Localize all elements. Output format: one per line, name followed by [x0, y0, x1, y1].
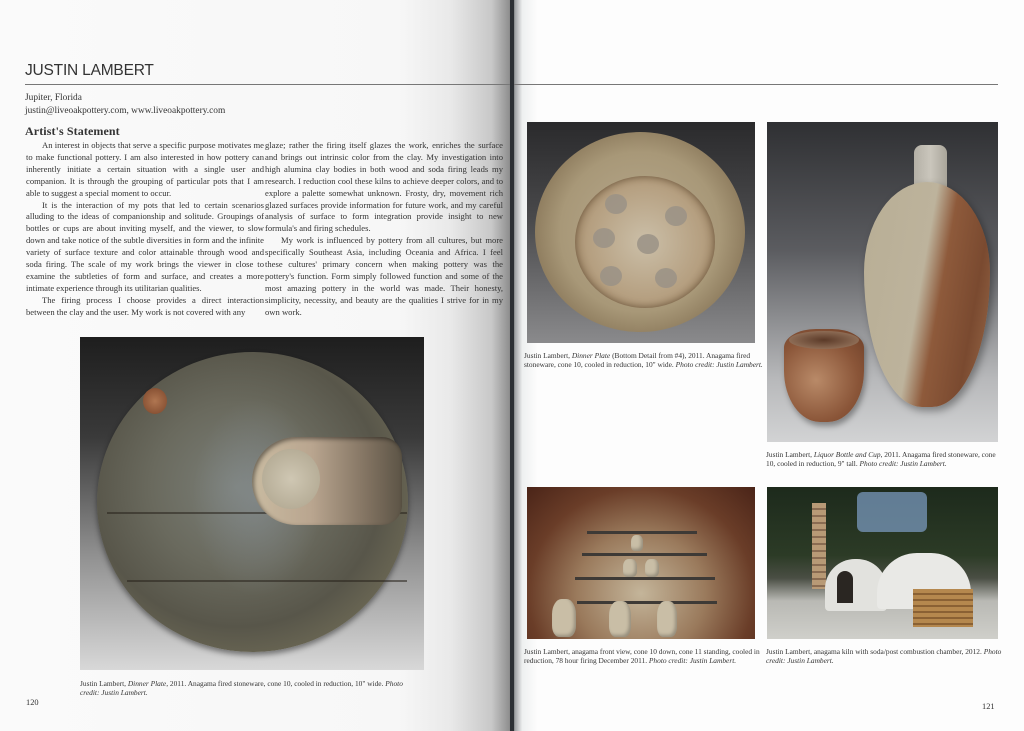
plate-mark — [655, 268, 677, 288]
kiln-shelf — [575, 577, 715, 580]
plate-spot — [143, 388, 167, 414]
statement-column-2 — [265, 140, 503, 319]
caption-credit: Photo credit: Justin Lambert. — [859, 459, 947, 469]
right-page — [512, 0, 1024, 731]
caption-title: Dinner Plate — [127, 679, 167, 688]
caption-credit: Photo credit: Justin Lambert. — [648, 656, 737, 666]
caption-dinner-plate — [80, 679, 420, 698]
paragraph: My work is influenced by pottery from all cultures, but more specifically Southeast Asia, including Oceania and Africa. I feel these cultures' primary concern when making pottery was the pottery's function. Form simply followed function and some of the most amazing pottery in the world was made. Their honesty, simplicity, necessity, and beauty are the qualities I strive for in my own work. — [265, 235, 503, 317]
kiln-shelf — [587, 531, 697, 534]
kiln-chimney — [812, 503, 826, 589]
kiln-pot — [631, 535, 643, 551]
photo-dinner-plate — [80, 337, 424, 670]
section-heading-artist-statement: Artist's Statement — [25, 124, 120, 138]
bottle-body — [864, 182, 990, 407]
paragraph: The firing process I choose provides a direct interaction between the clay and the user. My work is not covered with any — [26, 294, 264, 317]
kiln-pot — [623, 559, 637, 577]
artist-location: Jupiter, Florida — [25, 93, 82, 103]
caption-plate-bottom — [524, 351, 764, 370]
header-rule-left — [25, 84, 512, 85]
kiln-pot — [657, 601, 677, 637]
kiln-pot — [645, 559, 659, 577]
artist-meta — [25, 92, 225, 118]
paragraph: It is the interaction of my pots that led to certain scenarios alluding to the ideas of companionship and solitude. Groupings of bottles or cups are about inviting myself, and the viewer, to slow down and take notice of the subtle diversities in form and the infinite variety of surface texture and color attainable through wood and soda firing. The scale of my work brings the viewer in close to examine the subtleties of form and surface, and creates a more intimate experience through its utilitarian qualities. — [26, 199, 264, 293]
photo-anagama-kiln-exterior — [767, 487, 998, 639]
paragraph: glaze; rather the firing itself glazes the work, enriches the surface and brings out intrinsic color from the clay. My investigation into high alumina clay bodies in both wood and soda firing leads my research. I reduction cool these kilns to achieve deeper colors, and to explore a palette somewhat unknown. Frosty, dry, movement rich glazed surfaces provide information for future work, and my careful analysis of surface to form integration provide insight to new formula's and firing schedules. — [265, 140, 503, 234]
photo-liquor-bottle-and-cup — [767, 122, 998, 442]
page-number-left: 120 — [26, 698, 39, 707]
caption-text: anagama kiln with soda/post combustion chamber, 2012. — [813, 647, 984, 656]
caption-title: Liquor Bottle and Cup — [813, 450, 881, 459]
paragraph: An interest in objects that serve a specific purpose motivates me to make functional pottery. I am also interested in how pottery can inherently initiate a certain situation with a single user and companion. It is through the grouping of particular pots that I am able to suggest a special moment to occur. — [26, 140, 264, 198]
caption-text: Justin Lambert, — [766, 450, 814, 459]
plate-foot — [575, 176, 715, 308]
photo-plate-bottom-detail — [527, 122, 755, 343]
kiln-brick-wall — [913, 589, 973, 627]
kiln-shelf — [582, 553, 707, 556]
caption-credit: Photo credit: Justin Lambert. — [80, 679, 403, 698]
artist-name-heading: JUSTIN LAMBERT — [25, 62, 154, 79]
caption-credit: Photo credit: Justin Lambert. — [675, 360, 763, 370]
kiln-door — [837, 571, 853, 603]
plate-well — [252, 437, 402, 525]
sky — [857, 492, 927, 532]
plate-mark — [600, 266, 622, 286]
plate-rim — [535, 132, 745, 332]
statement-column-1 — [26, 140, 264, 319]
cup — [784, 329, 864, 422]
caption-anagama-front — [524, 647, 764, 666]
caption-text: Justin Lambert, — [524, 351, 572, 360]
kiln-pot — [552, 599, 576, 637]
plate-shape — [97, 352, 408, 652]
kiln-pot — [609, 601, 631, 637]
book-spine — [510, 0, 514, 731]
caption-anagama-kiln — [766, 647, 1002, 666]
caption-text: anagama front view, cone 10 down, cone 11 standing, cooled in reduction, 78 hour firing December 2011. — [524, 647, 760, 666]
caption-title: Dinner Plate — [571, 351, 611, 360]
caption-text: , 2011. Anagama fired stoneware, cone 10, cooled in reduction, 9" tall. — [766, 450, 996, 469]
artist-contact: justin@liveoakpottery.com, www.liveoakpottery.com — [25, 106, 226, 116]
photo-anagama-front-view — [527, 487, 755, 639]
plate-mark — [593, 228, 615, 248]
page-number-right: 121 — [982, 702, 995, 711]
caption-text: Justin Lambert, — [80, 679, 128, 688]
caption-text: (Bottom Detail from #4), 2011. Anagama fired stoneware, cone 10, cooled in reduction, 10" wide. — [524, 351, 751, 370]
caption-liquor-bottle — [766, 450, 1002, 469]
caption-text: Justin Lambert, — [524, 647, 572, 656]
caption-credit: Photo credit: Justin Lambert. — [766, 647, 1002, 666]
header-rule-right — [512, 84, 998, 85]
kiln-shelf — [577, 601, 717, 604]
plate-groove — [127, 580, 407, 582]
plate-mark — [665, 206, 687, 226]
caption-text: , 2011. Anagama fired stoneware, cone 10, cooled in reduction, 10" wide. — [166, 679, 386, 688]
caption-text: Justin Lambert, — [766, 647, 814, 656]
plate-mark — [605, 194, 627, 214]
plate-mark — [637, 234, 659, 254]
